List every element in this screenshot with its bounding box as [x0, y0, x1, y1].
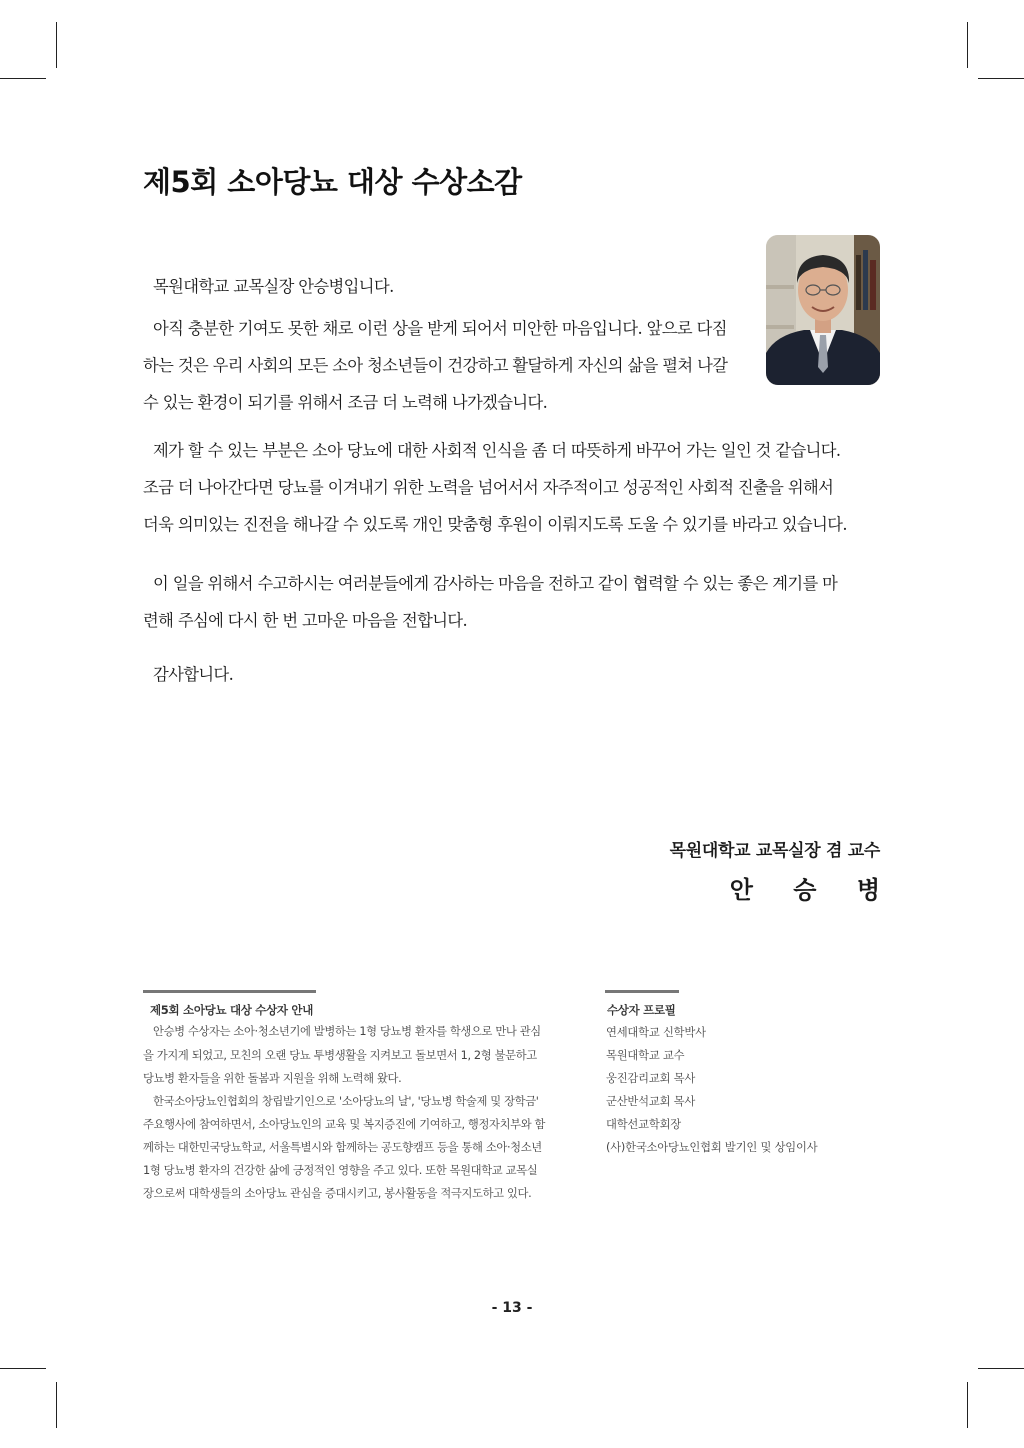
- award-info-line: 주요행사에 참여하면서, 소아당뇨인의 교육 및 복지증진에 기여하고, 행정자치부와 함: [143, 1118, 546, 1131]
- profile-item: 연세대학교 신학박사: [606, 1026, 706, 1039]
- body-line: 조금 더 나아간다면 당뇨를 이겨내기 위한 노력을 넘어서서 자주적이고 성공적인 사회적 진출을 위해서: [143, 478, 834, 497]
- award-info-line: 한국소아당뇨인협회의 창립발기인으로 '소아당뇨의 날', '당뇨병 학술제 및 장학금': [153, 1095, 539, 1108]
- award-info-heading: 제5회 소아당뇨 대상 수상자 안내: [150, 1003, 314, 1017]
- crop-mark: [978, 1368, 1024, 1369]
- profile-item: 목원대학교 교수: [606, 1049, 685, 1062]
- profile-item: (사)한국소아당뇨인협회 발기인 및 상임이사: [606, 1141, 818, 1154]
- section-rule: [143, 990, 316, 993]
- body-line: 아직 충분한 기여도 못한 채로 이런 상을 받게 되어서 미안한 마음입니다. 앞으로 다짐: [153, 319, 727, 338]
- profile-heading: 수상자 프로필: [607, 1003, 676, 1017]
- crop-mark: [967, 22, 968, 68]
- page-number: - 13 -: [491, 1300, 533, 1316]
- crop-mark: [0, 78, 46, 79]
- profile-item: 군산반석교회 목사: [606, 1095, 696, 1108]
- signature-affiliation: 목원대학교 교목실장 겸 교수: [669, 841, 880, 861]
- award-info-line: 장으로써 대학생들의 소아당뇨 관심을 증대시키고, 봉사활동을 적극지도하고 있다.: [143, 1187, 532, 1200]
- crop-mark: [56, 22, 57, 68]
- crop-mark: [56, 1382, 57, 1428]
- body-line: 련해 주심에 다시 한 번 고마운 마음을 전합니다.: [143, 611, 468, 630]
- body-line: 수 있는 환경이 되기를 위해서 조금 더 노력해 나가겠습니다.: [143, 393, 548, 412]
- award-info-line: 당뇨병 환자들을 위한 돌봄과 지원을 위해 노력해 왔다.: [143, 1072, 402, 1085]
- closing-line: 감사합니다.: [153, 665, 234, 684]
- award-info-line: 안승병 수상자는 소아·청소년기에 발병하는 1형 당뇨병 환자를 학생으로 만나 관심: [153, 1025, 541, 1038]
- page-title: 제5회 소아당뇨 대상 수상소감: [143, 165, 522, 199]
- greeting-line: 목원대학교 교목실장 안승병입니다.: [153, 277, 394, 296]
- body-line: 이 일을 위해서 수고하시는 여러분들에게 감사하는 마음을 전하고 같이 협력할 수 있는 좋은 계기를 마: [153, 574, 838, 593]
- award-info-line: 께하는 대한민국당뇨학교, 서울특별시와 함께하는 공도향캠프 등을 통해 소아·청소년: [143, 1141, 542, 1154]
- body-line: 더욱 의미있는 진전을 해나갈 수 있도록 개인 맞춤형 후원이 이뤄지도록 도울 수 있기를 바라고 있습니다.: [143, 515, 847, 534]
- crop-mark: [967, 1382, 968, 1428]
- body-line: 하는 것은 우리 사회의 모든 소아 청소년들이 건강하고 활달하게 자신의 삶을 펼쳐 나갈: [143, 356, 728, 375]
- profile-item: 웅진감리교회 목사: [606, 1072, 696, 1085]
- crop-mark: [978, 78, 1024, 79]
- section-rule: [605, 990, 679, 993]
- body-line: 제가 할 수 있는 부분은 소아 당뇨에 대한 사회적 인식을 좀 더 따뜻하게 바꾸어 가는 일인 것 같습니다.: [153, 441, 841, 460]
- award-info-line: 을 가지게 되었고, 모친의 오랜 당뇨 투병생활을 지켜보고 돌보면서 1, 2형 불문하고: [143, 1049, 537, 1062]
- profile-item: 대학선교학회장: [606, 1118, 681, 1131]
- crop-mark: [0, 1368, 46, 1369]
- signature-name: 안 승 병: [729, 875, 896, 904]
- award-info-line: 1형 당뇨병 환자의 건강한 삶에 긍정적인 영향을 주고 있다. 또한 목원대학교 교목실: [143, 1164, 538, 1177]
